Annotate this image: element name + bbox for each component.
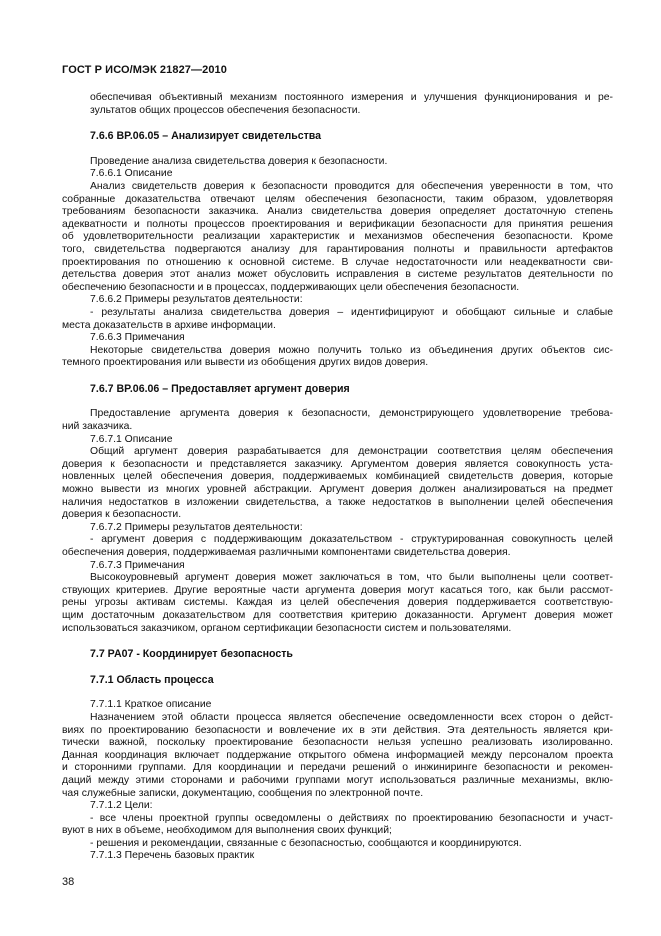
text-line: собранные доказательства отвечают целям обеспечения безопасности, таким образом, удовлетворяя: [62, 193, 613, 205]
text-line: 7.7.1.2 Цели:: [90, 800, 153, 812]
section-heading: 7.7.1 Область процесса: [90, 673, 214, 686]
running-header: ГОСТ Р ИСО/МЭК 21827—2010: [62, 64, 227, 76]
text-line: - решения и рекомендации, связанные с безопасностью, сообщаются и координируются.: [90, 837, 522, 849]
text-line: обеспечения доверия, поддерживаемая различными компонентами свидетельства доверия.: [62, 547, 511, 558]
text-line: места доказательств в архиве информации.: [62, 319, 276, 331]
text-line: Общий аргумент доверия разрабатывается для демонстрации соответствия целям обеспечения: [90, 446, 613, 458]
text-line: рены угрозы активам системы. Каждая из целей обеспечения доверия поддерживается соответствую-: [62, 597, 613, 609]
text-line: проектирования по отношению к основной системе. В случае недостаточности или неадекватности сви-: [62, 256, 613, 268]
text-line: обеспечивая объективный механизм постоянного измерения и улучшения функционирования и ре-: [90, 92, 613, 103]
text-line: Некоторые свидетельства доверия можно получить только из объединения других объектов сис-: [90, 344, 613, 356]
text-line: темного проектирования или вывести из обобщения других видов доверия.: [62, 357, 429, 369]
text-line: можно вывести из многих уровней абстракции. Аргумент доверия должен анализироваться на предмет: [62, 484, 613, 496]
text-line: требованиям безопасности заказчика. Анализ свидетельства доверия определяет достаточную степень: [62, 206, 613, 218]
text-line: Анализ свидетельств доверия к безопасности проводится для обеспечения уверенности в том, что: [90, 180, 613, 192]
text-line: тически важной, поскольку проектирование безопасности нельзя успешно реализовать изолированно.: [62, 737, 613, 749]
text-line: 7.7.1.3 Перечень базовых практик: [90, 850, 255, 862]
text-line: использоваться заказчиком, органом сертификации безопасности систем и пользователями.: [62, 622, 512, 634]
text-line: - результаты анализа свидетельства доверия – идентифицируют и обобщают сильные и слабые: [90, 306, 613, 318]
section-heading: 7.6.7 BP.06.06 – Предоставляет аргумент доверия: [90, 382, 350, 395]
text-line: 7.6.7.1 Описание: [90, 433, 173, 445]
text-line: Назначением этой области процесса является обеспечение осведомленности всех сторон о дейст-: [90, 711, 613, 723]
text-line: - аргумент доверия с поддерживающим доказательством - структурированная совокупность целей: [90, 534, 613, 546]
text-line: Проведение анализа свидетельства доверия к безопасности.: [90, 155, 388, 167]
body-text: [62, 92, 613, 863]
section-heading: 7.6.6 BP.06.05 – Анализирует свидетельства: [90, 130, 322, 143]
text-line: адекватности и полноты процессов проектирования и верификации безопасности для принятия решения: [62, 218, 613, 230]
text-line: - все члены проектной группы осведомлены о действиях по проектированию безопасности и участ-: [90, 812, 613, 824]
text-line: даций между этими сторонами и рабочими группами могут использоваться различные механизмы, вклю-: [62, 774, 613, 786]
text-line: Предоставление аргумента доверия к безопасности, демонстрирующего удовлетворение требова-: [90, 408, 613, 420]
text-line: чая служебные записки, документацию, сообщения по электронной почте.: [62, 787, 424, 799]
section-heading: 7.7 PA07 - Координирует безопасность: [90, 648, 293, 661]
page-number: 38: [62, 876, 75, 888]
text-line: виях по проектированию безопасности и вовлечение их в эти действия. Эта деятельность является кри-: [62, 724, 613, 736]
text-line: Высокоуровневый аргумент доверия может заключаться в том, что были выполнены цели соответ-: [90, 572, 613, 584]
text-line: вуют в них в объеме, необходимом для выполнения своих функций;: [62, 825, 392, 837]
text-line: новленных целей обеспечения доверия, поддерживаемых комбинацией свидетельств доверия, которые: [62, 471, 613, 483]
text-line: Данная координация включает поддержание открытого обмена информацией между персоналом проекта: [62, 749, 613, 761]
text-line: доверия к безопасности и представляется заказчику. Аргументом доверия является совокупность уста-: [62, 458, 613, 470]
text-line: об удовлетворительности реализации характеристик и механизмов обеспечения безопасности. Кроме: [62, 231, 613, 243]
text-line: 7.6.6.2 Примеры результатов деятельности:: [90, 294, 303, 306]
text-line: щим достаточным доказательством для соответствия критерию доказанности. Аргумент доверия может: [62, 609, 613, 621]
text-line: 7.7.1.1 Краткое описание: [90, 699, 212, 711]
text-line: детельства доверия этот анализ может обусловить исправления в системе результатов деятельности по: [62, 269, 613, 281]
text-line: того, свидетельства подвергаются анализу для гарантирования полноты и правильности артефактов: [62, 243, 613, 255]
text-line: ствующих критериев. Другие вероятные части аргумента доверия могут касаться того, как были рассмот-: [62, 584, 613, 596]
text-line: обеспечению безопасности и в процессах, поддерживающих цели обеспечения безопасности.: [62, 281, 520, 293]
text-line: ний заказчика.: [62, 421, 133, 433]
text-line: зультатов общих процессов обеспечения безопасности.: [90, 104, 361, 116]
text-line: и сторонними группами. Для координации и передачи решений о инжиниринге безопасности и рекомен-: [62, 762, 613, 774]
text-line: 7.6.7.3 Примечания: [90, 559, 185, 571]
text-line: 7.6.6.1 Описание: [90, 168, 173, 180]
text-line: 7.6.6.3 Примечания: [90, 332, 185, 344]
text-line: доверия к безопасности.: [62, 509, 182, 521]
text-line: наличия недостатков в изложении свидетельства, а также недостатков в выполнении целей обеспечения: [62, 496, 613, 508]
text-line: 7.6.7.2 Примеры результатов деятельности:: [90, 521, 303, 533]
